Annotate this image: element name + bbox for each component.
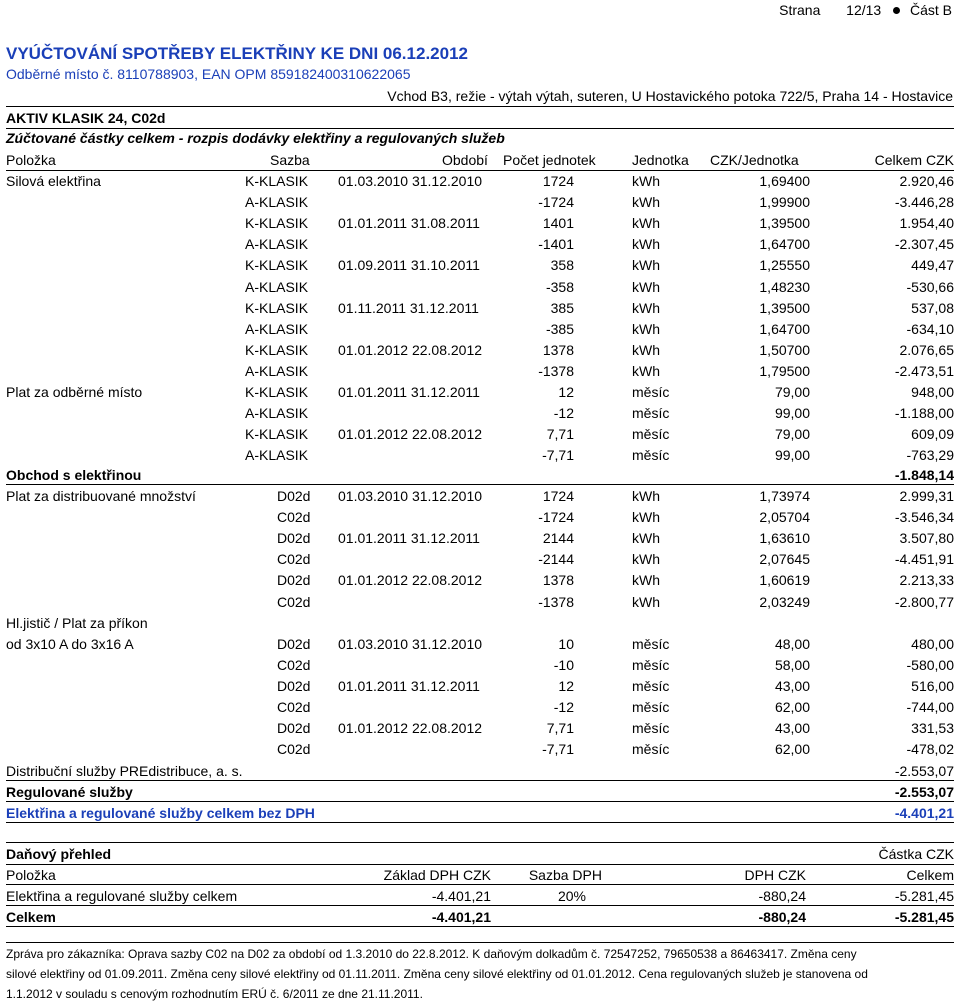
tax-row-dph: -880,24 (758, 888, 806, 904)
cell-pocet: -12 (553, 405, 574, 422)
cell-sazba: K-KLASIK (245, 215, 309, 232)
cell-sazba: A-KLASIK (245, 236, 309, 253)
obchod-label: Obchod s elektřinou (6, 467, 142, 483)
cell-cena: 1,69400 (759, 173, 810, 189)
cell-celkem: -3.446,28 (894, 194, 954, 211)
cell-sazba: D02d (277, 488, 311, 504)
cell-pocet: -1378 (538, 593, 574, 610)
cell-obdobi: 01.03.2010 31.12.2010 (338, 173, 483, 189)
cell-sazba: C02d (277, 699, 311, 715)
cell-pocet: -1724 (538, 194, 574, 211)
cell-jednotka: měsíc (632, 720, 670, 737)
divider (6, 905, 954, 906)
cell-celkem: 2.999,31 (899, 488, 954, 504)
cell-sazba: C02d (277, 593, 311, 610)
cell-pocet: -358 (545, 278, 574, 295)
cell-cena: 43,00 (774, 720, 810, 737)
divider (6, 106, 954, 107)
cell-celkem: -2.800,77 (894, 593, 954, 610)
regulovane-total: -2.553,07 (894, 784, 954, 800)
cell-obdobi: 01.09.2011 31.10.2011 (338, 257, 480, 274)
cell-sazba: D02d (277, 572, 311, 589)
cell-celkem: -4.451,91 (894, 551, 954, 568)
tax-col-dph: DPH CZK (744, 867, 806, 883)
cell-sazba: C02d (277, 509, 311, 526)
cell-cena: 99,00 (774, 447, 810, 464)
bullet-icon (893, 7, 900, 14)
cell-jednotka: kWh (632, 278, 660, 295)
divider (6, 170, 954, 171)
cell-jednotka: měsíc (632, 384, 670, 400)
cell-jednotka: kWh (632, 551, 660, 568)
cell-celkem: 948,00 (911, 384, 954, 400)
cell-celkem: 2.920,46 (899, 173, 954, 189)
cell-celkem: 449,47 (911, 257, 954, 274)
cell-item: Silová elektřina (6, 173, 101, 189)
tax-row-item: Elektřina a regulované služby celkem (6, 888, 238, 904)
cell-celkem: 331,53 (911, 720, 954, 737)
divider (6, 942, 954, 943)
cell-celkem: 480,00 (911, 635, 954, 652)
tax-col-celkem: Celkem (906, 867, 954, 883)
product-name: AKTIV KLASIK 24, C02d (6, 110, 166, 126)
cell-pocet: 2144 (542, 530, 574, 547)
cell-obdobi: 01.11.2011 31.12.2011 (338, 299, 479, 316)
cell-pocet: -385 (545, 320, 574, 337)
tax-row-celkem: -5.281,45 (894, 888, 954, 904)
cell-cena: 1,39500 (759, 215, 810, 232)
cell-obdobi: 01.01.2012 22.08.2012 (338, 572, 483, 589)
cell-jednotka: kWh (632, 215, 660, 232)
tax-col-zaklad: Základ DPH CZK (383, 867, 491, 883)
cell-obdobi: 01.01.2011 31.12.2011 (338, 530, 480, 547)
cell-cena: 79,00 (774, 384, 810, 400)
cell-jednotka: měsíc (632, 656, 670, 673)
cell-pocet: 358 (550, 257, 574, 274)
col-obdobi: Období (442, 152, 488, 168)
cell-pocet: -12 (553, 699, 574, 715)
cell-celkem: -478,02 (906, 741, 954, 758)
page-number: 12/13 (846, 2, 882, 18)
cell-celkem: -2.473,51 (894, 362, 954, 379)
cell-obdobi: 01.01.2012 22.08.2012 (338, 426, 483, 443)
cell-pocet: 12 (558, 384, 574, 400)
cell-sazba: A-KLASIK (245, 194, 309, 211)
divider (6, 884, 954, 885)
divider (6, 822, 954, 823)
cell-jednotka: kWh (632, 194, 660, 211)
cell-sazba: C02d (277, 741, 311, 758)
divider (6, 780, 954, 781)
cell-pocet: 1401 (542, 215, 574, 232)
cell-obdobi: 01.01.2011 31.08.2011 (338, 215, 480, 232)
cell-sazba: C02d (277, 551, 311, 568)
cell-jednotka: měsíc (632, 426, 670, 443)
cell-pocet: -10 (553, 656, 574, 673)
cell-pocet: -7,71 (542, 447, 574, 464)
tax-col-sazba: Sazba DPH (528, 867, 602, 883)
cell-cena: 1,99900 (759, 194, 810, 211)
cell-celkem: 609,09 (911, 426, 954, 443)
divider (6, 484, 954, 485)
cell-sazba: K-KLASIK (245, 426, 309, 443)
distribuce-total: -2.553,07 (894, 763, 954, 779)
cell-jednotka: kWh (632, 488, 660, 504)
cell-pocet: -1724 (538, 509, 574, 526)
cell-cena: 1,63610 (759, 530, 810, 547)
cell-sazba: K-KLASIK (245, 384, 309, 400)
cell-obdobi: 01.01.2011 31.12.2011 (338, 677, 480, 694)
cell-celkem: 516,00 (911, 677, 954, 694)
cell-sazba: A-KLASIK (245, 447, 309, 464)
cell-item: Hl.jistič / Plat za příkon (6, 614, 148, 631)
tax-total-dph: -880,24 (758, 909, 806, 925)
cell-jednotka: měsíc (632, 635, 670, 652)
cell-sazba: A-KLASIK (245, 362, 309, 379)
cell-sazba: K-KLASIK (245, 341, 309, 358)
cell-pocet: -1378 (538, 362, 574, 379)
cell-cena: 48,00 (774, 635, 810, 652)
cell-jednotka: kWh (632, 236, 660, 253)
cell-jednotka: kWh (632, 572, 660, 589)
cell-jednotka: kWh (632, 509, 660, 526)
cell-item: Plat za odběrné místo (6, 384, 143, 400)
cell-jednotka: kWh (632, 257, 660, 274)
tax-total-celkem: -5.281,45 (894, 909, 954, 925)
cell-jednotka: měsíc (632, 741, 670, 758)
cell-sazba: C02d (277, 656, 311, 673)
cell-cena: 79,00 (774, 426, 810, 443)
cell-obdobi: 01.01.2011 31.12.2011 (338, 384, 480, 400)
cell-cena: 1,64700 (759, 320, 810, 337)
cell-jednotka: kWh (632, 593, 660, 610)
cell-pocet: 10 (558, 635, 574, 652)
tax-row-sazba: 20% (557, 888, 586, 904)
cell-celkem: -580,00 (906, 656, 954, 673)
cell-sazba: K-KLASIK (245, 173, 309, 189)
cell-celkem: -763,29 (906, 447, 954, 464)
footnote-line: 1.1.2012 v souladu s cenovým rozhodnutím ERÚ č. 6/2011 ze dne 21.11.2011. (6, 987, 423, 1001)
tax-title: Daňový přehled (6, 846, 112, 862)
cell-jednotka: měsíc (632, 447, 670, 464)
col-celkem: Celkem CZK (874, 152, 954, 168)
cell-celkem: -744,00 (906, 699, 954, 715)
cell-celkem: -3.546,34 (894, 509, 954, 526)
cell-cena: 1,25550 (759, 257, 810, 274)
grand-label: Elektřina a regulované služby celkem bez DPH (6, 805, 315, 821)
cell-jednotka: kWh (632, 341, 660, 358)
cell-obdobi: 01.03.2010 31.12.2010 (338, 635, 483, 652)
address: Vchod B3, režie - výtah výtah, suteren, U Hostavického potoka 722/5, Praha 14 - Hostavice (387, 88, 953, 104)
divider (6, 864, 954, 865)
cell-celkem: 1.954,40 (899, 215, 954, 232)
cell-celkem: -530,66 (906, 278, 954, 295)
cell-sazba: D02d (277, 677, 311, 694)
col-pocet: Počet jednotek (503, 152, 596, 168)
divider (6, 926, 954, 927)
grand-total: -4.401,21 (894, 805, 954, 821)
cell-sazba: D02d (277, 635, 311, 652)
strana-label: Strana (779, 2, 821, 18)
cell-sazba: K-KLASIK (245, 257, 309, 274)
cell-obdobi: 01.03.2010 31.12.2010 (338, 488, 483, 504)
cell-sazba: D02d (277, 530, 311, 547)
obchod-total: -1.848,14 (894, 467, 954, 483)
col-jednotka: Jednotka (632, 152, 689, 168)
divider (6, 128, 954, 129)
page-title: VYÚČTOVÁNÍ SPOTŘEBY ELEKTŘINY KE DNI 06.12.2012 (6, 44, 468, 63)
cell-cena: 62,00 (774, 741, 810, 758)
regulovane-label: Regulované služby (6, 784, 133, 800)
cell-jednotka: kWh (632, 173, 660, 189)
cell-cena: 62,00 (774, 699, 810, 715)
cell-celkem: 3.507,80 (899, 530, 954, 547)
cell-jednotka: kWh (632, 362, 660, 379)
part-label: Část B (909, 2, 952, 18)
divider (6, 842, 954, 843)
cell-pocet: 385 (550, 299, 574, 316)
cell-cena: 2,03249 (759, 593, 810, 610)
col-cena: CZK/Jednotka (710, 152, 799, 168)
divider (6, 801, 954, 802)
tax-total-zaklad: -4.401,21 (431, 909, 491, 925)
cell-cena: 1,79500 (759, 362, 810, 379)
cell-cena: 58,00 (774, 656, 810, 673)
tax-row-zaklad: -4.401,21 (431, 888, 491, 904)
tax-total-item: Celkem (6, 909, 56, 925)
cell-cena: 2,05704 (759, 509, 810, 526)
cell-celkem: 537,08 (911, 299, 954, 316)
col-sazba: Sazba (270, 152, 310, 168)
cell-cena: 43,00 (774, 677, 810, 694)
odberne-misto: Odběrné místo č. 8110788903, EAN OPM 859182400310622065 (6, 66, 411, 82)
cell-pocet: 12 (558, 677, 574, 694)
cell-jednotka: měsíc (632, 405, 670, 422)
cell-jednotka: kWh (632, 299, 660, 316)
cell-cena: 1,50700 (759, 341, 810, 358)
cell-cena: 1,60619 (759, 572, 810, 589)
cell-cena: 1,48230 (759, 278, 810, 295)
cell-pocet: -7,71 (542, 741, 574, 758)
cell-item: od 3x10 A do 3x16 A (6, 635, 134, 652)
cell-sazba: A-KLASIK (245, 278, 309, 295)
cell-cena: 99,00 (774, 405, 810, 422)
tax-title-right: Částka CZK (878, 846, 954, 862)
cell-pocet: 1724 (542, 173, 574, 189)
cell-cena: 2,07645 (759, 551, 810, 568)
cell-celkem: 2.076,65 (899, 341, 954, 358)
tax-col-polozka: Položka (6, 867, 56, 883)
cell-jednotka: měsíc (632, 699, 670, 715)
cell-pocet: 1724 (542, 488, 574, 504)
cell-cena: 1,64700 (759, 236, 810, 253)
cell-item: Plat za distribuované množství (6, 488, 196, 504)
cell-jednotka: měsíc (632, 677, 670, 694)
cell-pocet: 1378 (542, 572, 574, 589)
cell-celkem: -2.307,45 (894, 236, 954, 253)
cell-pocet: -1401 (538, 236, 574, 253)
cell-sazba: D02d (277, 720, 311, 737)
section-title: Zúčtované částky celkem - rozpis dodávky elektřiny a regulovaných služeb (6, 130, 505, 146)
cell-celkem: -634,10 (906, 320, 954, 337)
cell-sazba: K-KLASIK (245, 299, 309, 316)
cell-cena: 1,39500 (759, 299, 810, 316)
cell-pocet: 7,71 (546, 720, 574, 737)
cell-celkem: 2.213,33 (899, 572, 954, 589)
cell-obdobi: 01.01.2012 22.08.2012 (338, 720, 483, 737)
cell-pocet: -2144 (538, 551, 574, 568)
footnote-line: Zpráva pro zákazníka: Oprava sazby C02 na D02 za období od 1.3.2010 do 22.8.2012. K daňovým dolkadům č. 72547252, 79650538 a 86463417. Změna ceny (6, 947, 857, 961)
cell-sazba: A-KLASIK (245, 320, 309, 337)
cell-celkem: -1.188,00 (894, 405, 954, 422)
cell-pocet: 7,71 (546, 426, 574, 443)
distribuce-label: Distribuční služby PREdistribuce, a. s. (6, 763, 243, 779)
cell-cena: 1,73974 (759, 488, 810, 504)
page-header (779, 2, 952, 18)
col-polozka: Položka (6, 152, 56, 168)
cell-pocet: 1378 (542, 341, 574, 358)
cell-sazba: A-KLASIK (245, 405, 309, 422)
footnote-line: silové elektřiny od 01.09.2011. Změna ceny silové elektřiny od 01.11.2011. Změna ceny silové elektřiny od 01.01.2012. Cena regulovaných služeb je stanovena od (6, 967, 868, 981)
cell-jednotka: kWh (632, 320, 660, 337)
cell-jednotka: kWh (632, 530, 660, 547)
cell-obdobi: 01.01.2012 22.08.2012 (338, 341, 483, 358)
